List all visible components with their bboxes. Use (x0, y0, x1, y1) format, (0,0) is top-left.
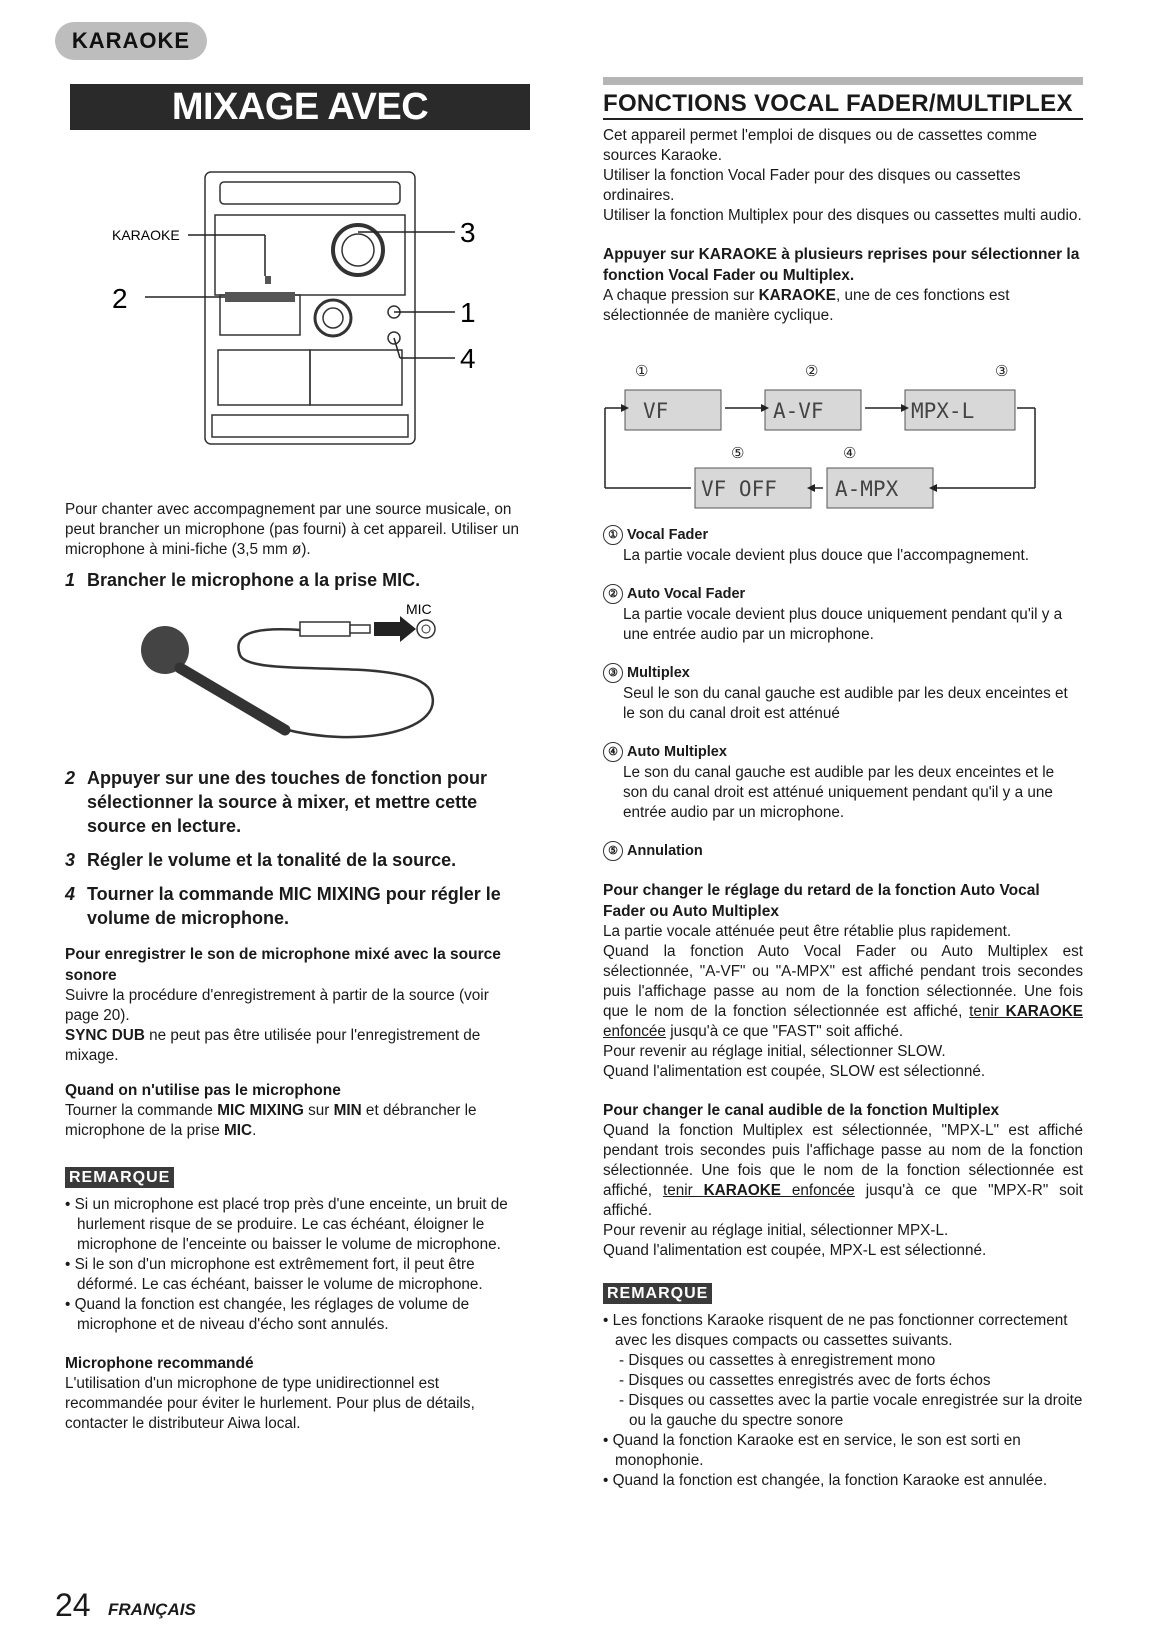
display-number-2: ② (805, 363, 819, 380)
callout-2: 2 (112, 283, 128, 314)
list-item: - Disques ou cassettes à enregistrement mono (619, 1352, 936, 1369)
step-1 (65, 568, 525, 592)
button-strip (225, 292, 295, 302)
mic-plug (300, 622, 350, 636)
list-item: - Disques ou cassettes avec la partie vocale enregistrée sur la droite ou la gauche du spectre sonore (619, 1392, 1083, 1429)
remark-list-left (65, 1195, 525, 1335)
microphone-illustration (130, 600, 470, 750)
list-item: - Disques ou cassettes enregistrés avec de forts échos (619, 1372, 991, 1389)
step-4-number: 4 (65, 884, 76, 904)
arrow-icon (374, 616, 416, 642)
svg-text:A-MPX: A-MPX (835, 477, 899, 501)
step-3-text: Régler le volume et la tonalité de la source. (87, 850, 457, 870)
syncdub-text: SYNC DUB ne peut pas être utilisée pour l'enregistrement de mixage. (65, 1027, 481, 1064)
press-heading: Appuyer sur KARAOKE à plusieurs reprises pour sélectionner la fonction Vocal Fader ou Multiplex. (603, 246, 1080, 284)
list-item: • Quand la fonction Karaoke est en service, le son est sorti en monophonie. (603, 1432, 1021, 1469)
page-number: 24 (55, 1587, 91, 1623)
step-1-text: Brancher le microphone a la prise MIC. (87, 570, 421, 590)
svg-text:VF: VF (643, 399, 669, 423)
svg-text:VF OFF: VF OFF (701, 477, 777, 501)
list-item: • Les fonctions Karaoke risquent de ne pas fonctionner correctement avec les disques compacts ou cassettes suivants. (603, 1312, 1068, 1349)
display-number-3: ③ (995, 363, 1009, 380)
right-intro-1: Cet appareil permet l'emploi de disques ou de cassettes comme sources Karaoke. (603, 127, 1038, 164)
callout-4: 4 (460, 343, 476, 374)
display-number-4: ④ (843, 445, 857, 462)
function-auto-multiplex: ④ Auto Multiplex Le son du canal gauche est audible par les deux enceintes et le son du canal droit est atténué uniquement pendant qu'il y a une entrée audio par un microphone. (603, 742, 1083, 823)
delay-p2: Quand la fonction Auto Vocal Fader ou Auto Multiplex est sélectionnée, "A-VF" ou "A-MPX" est affiché pendant trois secondes puis l'affichage passe au nom de la fonction sélectionnée. Une fois que le nom de la fonction sélectionnée est affiché, tenir KARAOKE enfoncée jusqu'à ce que "FAST" soit affiché. (603, 943, 1083, 1040)
list-item: • Si un microphone est placé trop près d'une enceinte, un bruit de hurlement risque de se produire. Le cas échéant, éloigner le microphone de l'enceinte ou baisser le volume de microphone. (65, 1196, 508, 1253)
delay-p3: Pour revenir au réglage initial, sélectionner SLOW. (603, 1043, 946, 1060)
display-number-1: ① (635, 363, 649, 380)
no-mic-text: Tourner la commande MIC MIXING sur MIN et débrancher le microphone de la prise MIC. (65, 1102, 477, 1139)
record-heading: Pour enregistrer le son de microphone mixé avec la source sonore (65, 946, 501, 984)
mic-jack-label: MIC (406, 601, 432, 617)
step-4 (65, 882, 525, 930)
list-item: • Quand la fonction est changée, les réglages de volume de microphone et de niveau d'écho sont annulés. (65, 1296, 470, 1333)
delay-p4: Quand l'alimentation est coupée, SLOW est sélectionné. (603, 1063, 986, 1080)
step-3-number: 3 (65, 850, 76, 870)
display-cycle-diagram (603, 360, 1083, 525)
remark-label-right: REMARQUE (603, 1283, 712, 1304)
mic-jack-icon (417, 620, 435, 638)
channel-p3: Quand l'alimentation est coupée, MPX-L est sélectionné. (603, 1242, 987, 1259)
step-2-number: 2 (65, 768, 76, 788)
step-2 (65, 766, 525, 838)
step-1-number: 1 (65, 570, 76, 590)
channel-p1: Quand la fonction Multiplex est sélectionnée, "MPX-L" est affiché pendant trois secondes puis l'affichage passe au nom de la fonction sélectionnée. Une fois que le nom de la fonction sélectionnée est affiché, tenir KARAOKE enfoncée jusqu'à ce que "MPX-R" soit affiché. (603, 1122, 1083, 1219)
step-2-text: Appuyer sur une des touches de fonction pour sélectionner la source à mixer, et mettre cette source en lecture. (87, 768, 488, 836)
record-text: Suivre la procédure d'enregistrement à partir de la source (voir page 20). (65, 987, 489, 1024)
step-4-text: Tourner la commande MIC MIXING pour régler le volume de microphone. (87, 884, 501, 928)
right-section-title: FONCTIONS VOCAL FADER/MULTIPLEX (603, 90, 1083, 120)
channel-heading: Pour changer le canal audible de la fonction Multiplex (603, 1102, 1000, 1119)
right-intro-2: Utiliser la fonction Vocal Fader pour des disques ou cassettes ordinaires. (603, 167, 1021, 204)
language-label: FRANÇAIS (108, 1600, 196, 1619)
callout-3: 3 (460, 217, 476, 248)
callout-1: 1 (460, 297, 476, 328)
delay-heading: Pour changer le réglage du retard de la fonction Auto Vocal Fader ou Auto Multiplex (603, 882, 1040, 920)
display-number-5: ⑤ (731, 445, 745, 462)
function-multiplex: ③ Multiplex Seul le son du canal gauche est audible par les deux enceintes et le son du canal droit est atténué (603, 663, 1083, 724)
right-intro-3: Utiliser la fonction Multiplex pour des disques ou cassettes multi audio. (603, 207, 1082, 224)
svg-text:MPX-L: MPX-L (911, 399, 975, 423)
function-vocal-fader: ① Vocal Fader La partie vocale devient plus douce que l'accompagnement. (603, 525, 1083, 566)
right-title-bar (603, 77, 1083, 85)
display-vf (625, 390, 721, 430)
function-auto-vocal-fader: ② Auto Vocal Fader La partie vocale devient plus douce uniquement pendant qu'il y a une entrée audio par un microphone. (603, 584, 1083, 645)
recommended-text: L'utilisation d'un microphone de type unidirectionnel est recommandée pour éviter le hurlement. Pour plus de détails, contacter le distributeur Aiwa local. (65, 1375, 475, 1432)
recommended-heading: Microphone recommandé (65, 1355, 254, 1372)
list-item: • Si le son d'un microphone est extrêmement fort, il peut être déformé. Le cas échéant, baisser le volume de microphone. (65, 1256, 483, 1293)
left-section-title: MIXAGE AVEC MICROPHONE (70, 84, 530, 130)
delay-p1: La partie vocale atténuée peut être rétablie plus rapidement. (603, 923, 1012, 940)
stereo-system-illustration (100, 160, 520, 460)
mic-handle (180, 668, 285, 730)
svg-text:A-VF: A-VF (773, 399, 824, 423)
remark-label-left: REMARQUE (65, 1167, 174, 1188)
karaoke-callout-label: KARAOKE (112, 227, 180, 243)
press-text: A chaque pression sur KARAOKE, une de ces fonctions est sélectionnée de manière cyclique. (603, 287, 1010, 324)
channel-p2: Pour revenir au réglage initial, sélectionner MPX-L. (603, 1222, 949, 1239)
step-3 (65, 848, 525, 872)
section-badge: KARAOKE (55, 22, 207, 60)
list-item: • Quand la fonction est changée, la fonction Karaoke est annulée. (603, 1472, 1048, 1489)
left-intro: Pour chanter avec accompagnement par une source musicale, on peut brancher un microphone (pas fourni) à cet appareil. Utiliser un microphone à mini-fiche (3,5 mm ø). (65, 501, 520, 558)
function-annulation: ⑤ Annulation (603, 841, 1083, 862)
remark-list-right (603, 1311, 1083, 1491)
no-mic-heading: Quand on n'utilise pas le microphone (65, 1082, 341, 1099)
